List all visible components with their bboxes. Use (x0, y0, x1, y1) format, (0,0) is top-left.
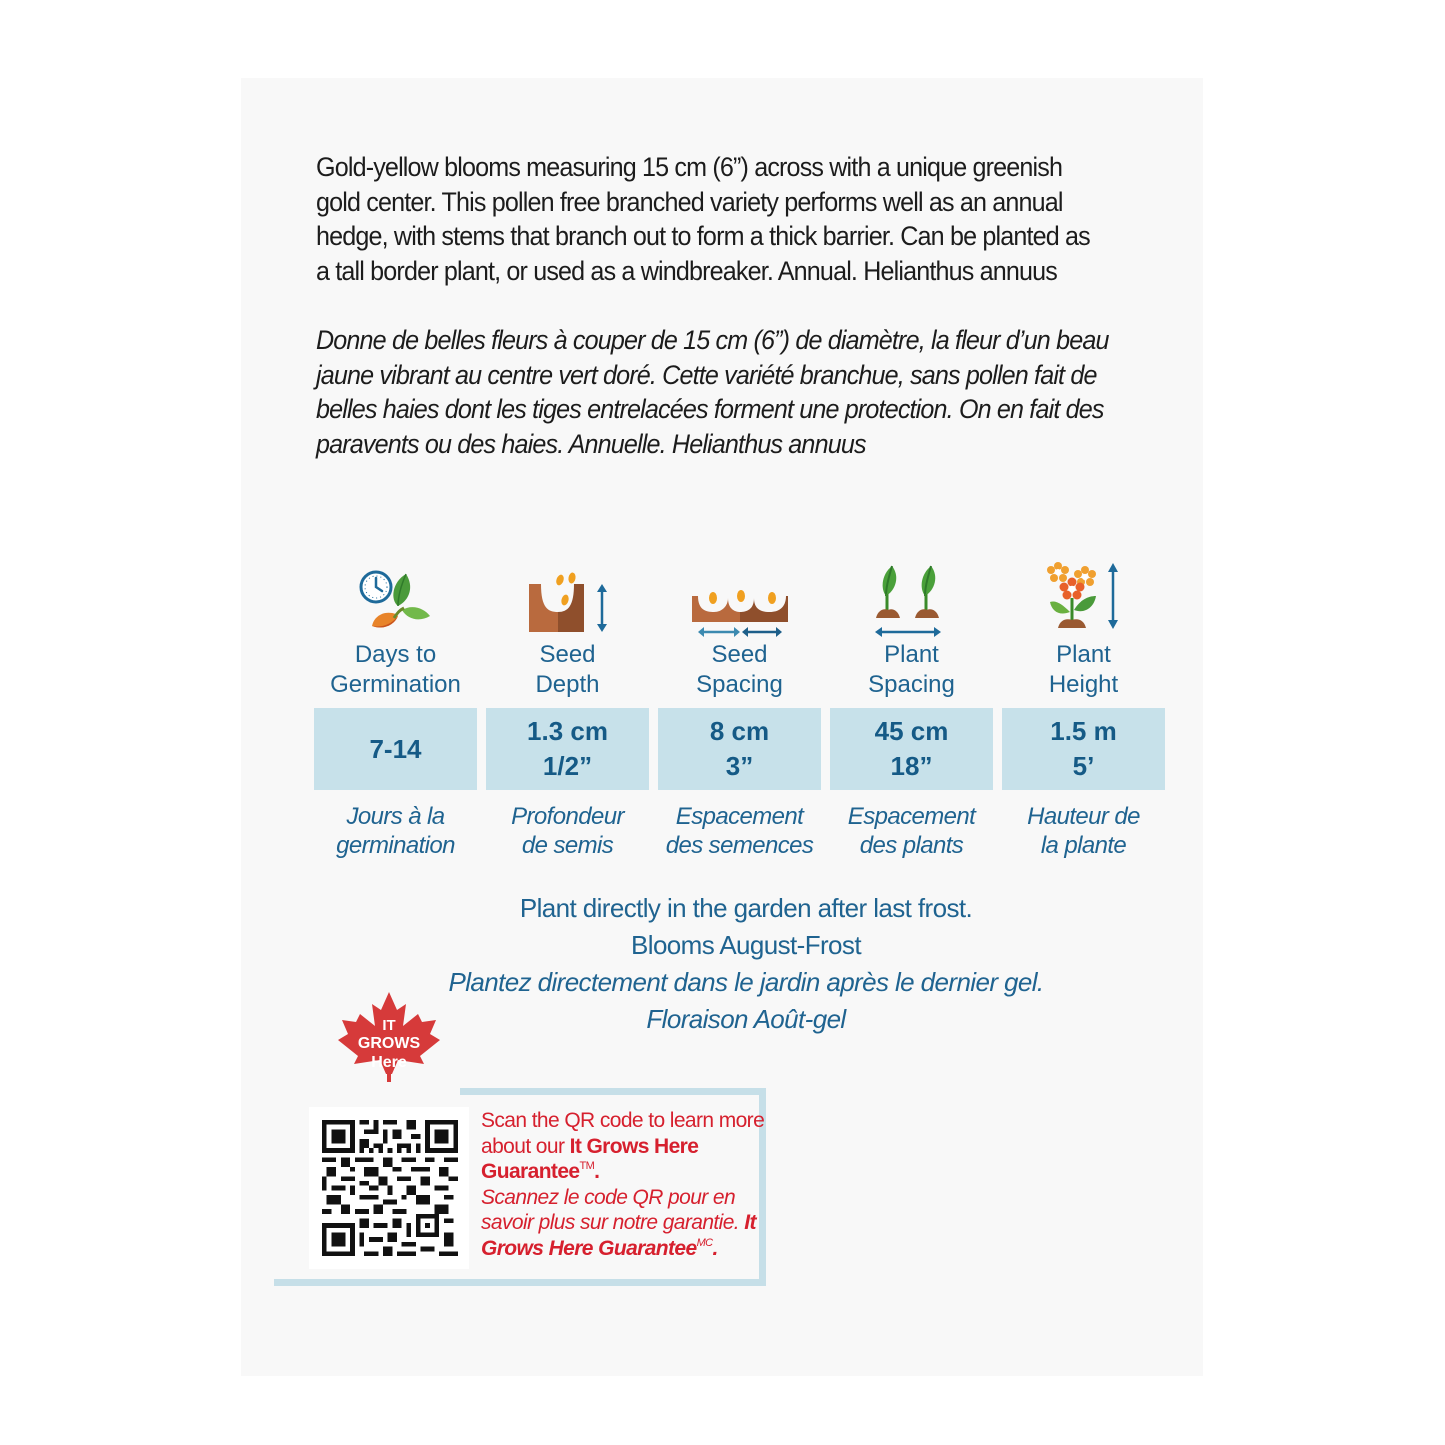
info-value: 18” (890, 751, 933, 781)
description-english (316, 150, 1181, 288)
note-planting-en: Plant directly in the garden after last frost. (519, 893, 973, 923)
info-value: 8 cm (709, 716, 770, 746)
info-label-fr-line: Profondeur (511, 803, 624, 830)
info-seed-spacing (658, 560, 821, 870)
info-label (314, 640, 477, 700)
trademark-sup: MC (696, 1236, 713, 1249)
info-label-line: Germination (330, 671, 461, 698)
info-label (1002, 640, 1165, 700)
info-value-box (658, 708, 821, 790)
info-label-fr-line: Espacement (847, 803, 976, 830)
info-plant-spacing (830, 560, 993, 870)
info-label-fr-line: Jours à la (346, 803, 445, 830)
qr-text-fr-end: . (712, 1236, 718, 1260)
info-seed-depth (486, 560, 649, 870)
info-label-fr-line: Espacement (675, 803, 804, 830)
info-value-box (486, 708, 649, 790)
info-value: 7-14 (369, 733, 422, 764)
info-label-fr-line: germination (336, 832, 455, 859)
info-plant-height (1002, 560, 1165, 870)
info-label-french (1002, 802, 1165, 860)
info-label-line: Spacing (696, 671, 783, 698)
info-label-line: Depth (535, 671, 600, 698)
growing-info-table (314, 560, 1166, 870)
svg-text:GROWS: GROWS (357, 1035, 421, 1052)
description-line: a tall border plant, or used as a windbreaker. Annual. Helianthus annuus (316, 255, 1057, 286)
info-value-box (314, 708, 477, 790)
qr-text-en: Scan the QR code to learn more about our (481, 1109, 765, 1158)
qr-code[interactable] (322, 1120, 458, 1256)
info-label-fr-line: des plants (859, 832, 964, 859)
seed-depth-icon (486, 560, 649, 638)
info-value: 5’ (1072, 751, 1095, 781)
info-label-line: Plant (1056, 641, 1111, 668)
maple-leaf-guarantee-logo (326, 990, 452, 1100)
description-line: jaune vibrant au centre vert doré. Cette variété branchue, sans pollen fait de (316, 359, 1097, 390)
note-planting-fr: Plantez directement dans le jardin après le dernier gel. (448, 967, 1044, 997)
svg-text:Here: Here (371, 1054, 407, 1071)
info-label-line: Plant (884, 641, 939, 668)
qr-description (481, 1108, 771, 1261)
info-label-line: Spacing (868, 671, 955, 698)
info-label-french (658, 802, 821, 860)
info-label-fr-line: la plante (1040, 832, 1127, 859)
info-value-box (1002, 708, 1165, 790)
qr-text-fr-brand: It Grows Here Guarantee (481, 1211, 756, 1260)
info-label-french (486, 802, 649, 860)
description-line: Donne de belles fleurs à couper de 15 cm (6”) de diamètre, la fleur d’un beau (316, 325, 1109, 355)
note-blooms-fr: Floraison Août-gel (646, 1004, 846, 1034)
plant-height-icon (1002, 560, 1165, 638)
info-label-french (314, 802, 477, 860)
info-label-line: Seed (539, 641, 596, 668)
info-label-french (830, 802, 993, 860)
info-label (658, 640, 821, 700)
svg-text:IT: IT (382, 1017, 396, 1034)
info-label-line: Days to (354, 641, 437, 668)
description-line: belles haies dont les tiges entrelacées forment une protection. On en fait des (316, 394, 1104, 424)
note-blooms-en: Blooms August-Frost (631, 930, 861, 960)
description-line: Gold-yellow blooms measuring 15 cm (6”) across with a unique greenish (316, 152, 1063, 182)
info-label (830, 640, 993, 700)
info-label-fr-line: Hauteur de (1027, 803, 1140, 830)
info-value: 3” (725, 751, 754, 781)
info-label (486, 640, 649, 700)
description-line: hedge, with stems that branch out to form a thick barrier. Can be planted as (316, 221, 1090, 251)
info-label-line: Height (1048, 671, 1119, 698)
seed-spacing-icon (658, 560, 821, 638)
trademark-sup: TM (579, 1160, 595, 1172)
frame-gap (274, 1085, 460, 1097)
qr-text-en-brand: It Grows Here Guarantee (481, 1134, 699, 1183)
qr-text-en-end: . (594, 1160, 600, 1183)
info-days-to-germination (314, 560, 477, 870)
plant-spacing-icon (830, 560, 993, 638)
description-line: paravents ou des haies. Annuelle. Helianthus annuus (316, 428, 866, 459)
info-value: 45 cm (874, 716, 949, 746)
info-label-line: Seed (711, 641, 768, 668)
info-value: 1.5 m (1050, 716, 1117, 746)
clock-sprout-icon (314, 560, 477, 638)
info-value-box (830, 708, 993, 790)
description-french (316, 323, 1181, 461)
info-value: 1/2” (542, 751, 593, 781)
description-line: gold center. This pollen free branched variety performs well as an annual (316, 186, 1063, 217)
info-label-fr-line: des semences (665, 832, 814, 859)
info-label-fr-line: de semis (521, 832, 614, 859)
info-value: 1.3 cm (527, 716, 608, 746)
qr-text-fr: Scannez le code QR pour en savoir plus sur notre garantie. (481, 1185, 745, 1234)
